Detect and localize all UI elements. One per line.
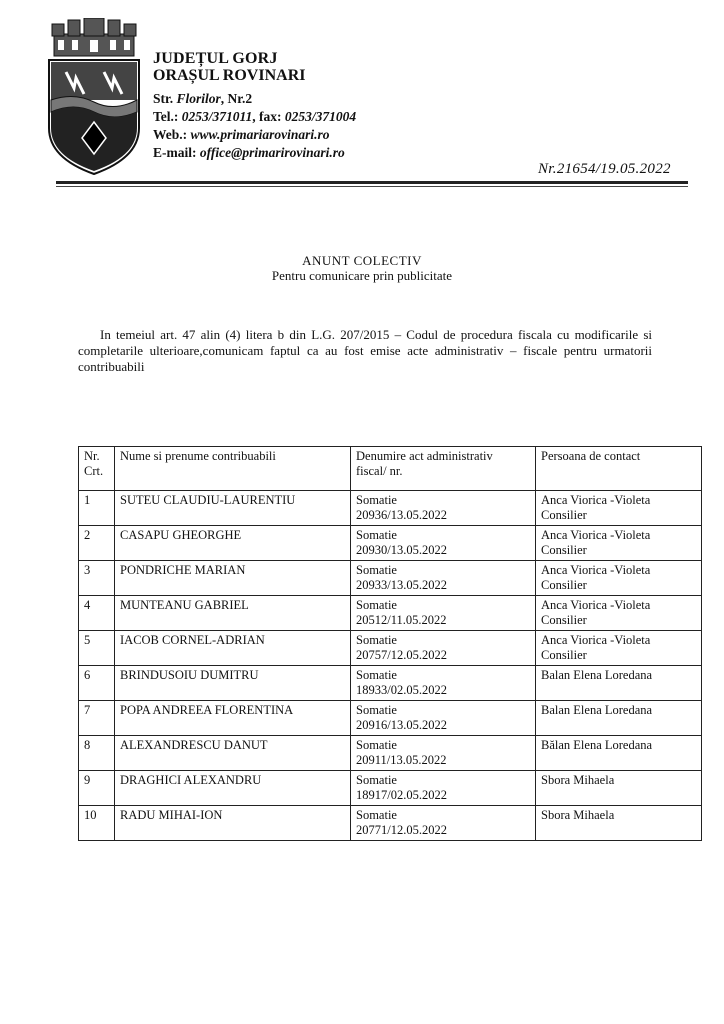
table-row [79, 701, 702, 736]
address-line [153, 90, 356, 108]
table-row [79, 771, 702, 806]
cell-name: RADU MIHAI-ION [115, 806, 351, 841]
cell-name: IACOB CORNEL-ADRIAN [115, 631, 351, 666]
cell-name: PONDRICHE MARIAN [115, 561, 351, 596]
header-divider [56, 181, 688, 184]
header-nr: Nr. Crt. [79, 447, 115, 491]
cell-name: CASAPU GHEORGHE [115, 526, 351, 561]
header-divider-thin [56, 186, 688, 187]
registration-number: Nr.21654/19.05.2022 [538, 161, 671, 177]
table-row [79, 491, 702, 526]
table-row [79, 631, 702, 666]
table-row [79, 526, 702, 561]
cell-act: Somatie 18917/02.05.2022 [351, 771, 536, 806]
intro-text: In temeiul art. 47 alin (4) litera b din L.G. 207/2015 – Codul de procedura fiscala cu modificarile si completarile ulterioare,comunicam faptul ca au fost emise acte administrativ – fiscale pentru urmatorii contribuabili [78, 327, 652, 374]
cell-act: Somatie 20757/12.05.2022 [351, 631, 536, 666]
cell-nr: 5 [79, 631, 115, 666]
intro-paragraph [78, 327, 652, 375]
cell-contact: Bălan Elena Loredana [536, 736, 702, 771]
cell-contact: Sbora Mihaela [536, 806, 702, 841]
cell-nr: 4 [79, 596, 115, 631]
cell-nr: 7 [79, 701, 115, 736]
announcement-subtitle: Pentru comunicare prin publicitate [271, 268, 453, 283]
town-name: ORAȘUL ROVINARI [153, 67, 306, 84]
phone-line [153, 108, 356, 126]
table-row [79, 596, 702, 631]
cell-contact: Anca Viorica -Violeta Consilier [536, 631, 702, 666]
cell-nr: 2 [79, 526, 115, 561]
cell-name: SUTEU CLAUDIU-LAURENTIU [115, 491, 351, 526]
cell-act: Somatie 20512/11.05.2022 [351, 596, 536, 631]
street-number: , Nr.2 [220, 91, 253, 106]
cell-act: Somatie 20916/13.05.2022 [351, 701, 536, 736]
cell-contact: Anca Viorica -Violeta Consilier [536, 491, 702, 526]
fax-value: 0253/371004 [284, 109, 357, 124]
email-label: E-mail: [153, 145, 200, 160]
cell-contact: Anca Viorica -Violeta Consilier [536, 596, 702, 631]
cell-nr: 3 [79, 561, 115, 596]
table-row [79, 736, 702, 771]
cell-act: Somatie 20936/13.05.2022 [351, 491, 536, 526]
cell-act: Somatie 20930/13.05.2022 [351, 526, 536, 561]
web-label: Web.: [153, 127, 191, 142]
web-line [153, 126, 356, 144]
table-row [79, 806, 702, 841]
cell-act: Somatie 20911/13.05.2022 [351, 736, 536, 771]
header-act: Denumire act administrativ fiscal/ nr. [351, 447, 536, 491]
institution-header [153, 50, 356, 162]
street-value: Florilor [176, 91, 221, 106]
cell-nr: 1 [79, 491, 115, 526]
tel-label: Tel.: [153, 109, 182, 124]
cell-contact: Balan Elena Loredana [536, 666, 702, 701]
cell-nr: 9 [79, 771, 115, 806]
announcement-title: ANUNT COLECTIV [302, 253, 422, 268]
cell-nr: 8 [79, 736, 115, 771]
cell-act: Somatie 20933/13.05.2022 [351, 561, 536, 596]
taxpayers-table [78, 446, 702, 841]
cell-act: Somatie 20771/12.05.2022 [351, 806, 536, 841]
cell-name: DRAGHICI ALEXANDRU [115, 771, 351, 806]
cell-nr: 6 [79, 666, 115, 701]
table-row [79, 561, 702, 596]
fax-label: , fax: [252, 109, 285, 124]
email-line [153, 144, 356, 162]
cell-name: MUNTEANU GABRIEL [115, 596, 351, 631]
tel-value: 0253/371011 [181, 109, 253, 124]
cell-act: Somatie 18933/02.05.2022 [351, 666, 536, 701]
street-label: Str. [153, 91, 177, 106]
table-row [79, 666, 702, 701]
county-name: JUDEȚUL GORJ [153, 50, 278, 67]
cell-contact: Balan Elena Loredana [536, 701, 702, 736]
cell-name: BRINDUSOIU DUMITRU [115, 666, 351, 701]
header-name: Nume si prenume contribuabili [115, 447, 351, 491]
cell-contact: Sbora Mihaela [536, 771, 702, 806]
email-value: office@primarirovinari.ro [199, 145, 345, 160]
cell-contact: Anca Viorica -Violeta Consilier [536, 526, 702, 561]
cell-nr: 10 [79, 806, 115, 841]
table-header-row [79, 447, 702, 491]
cell-name: POPA ANDREEA FLORENTINA [115, 701, 351, 736]
cell-contact: Anca Viorica -Violeta Consilier [536, 561, 702, 596]
header-contact: Persoana de contact [536, 447, 702, 491]
cell-name: ALEXANDRESCU DANUT [115, 736, 351, 771]
web-value: www.primariarovinari.ro [190, 127, 330, 142]
coat-of-arms-icon [44, 18, 144, 176]
